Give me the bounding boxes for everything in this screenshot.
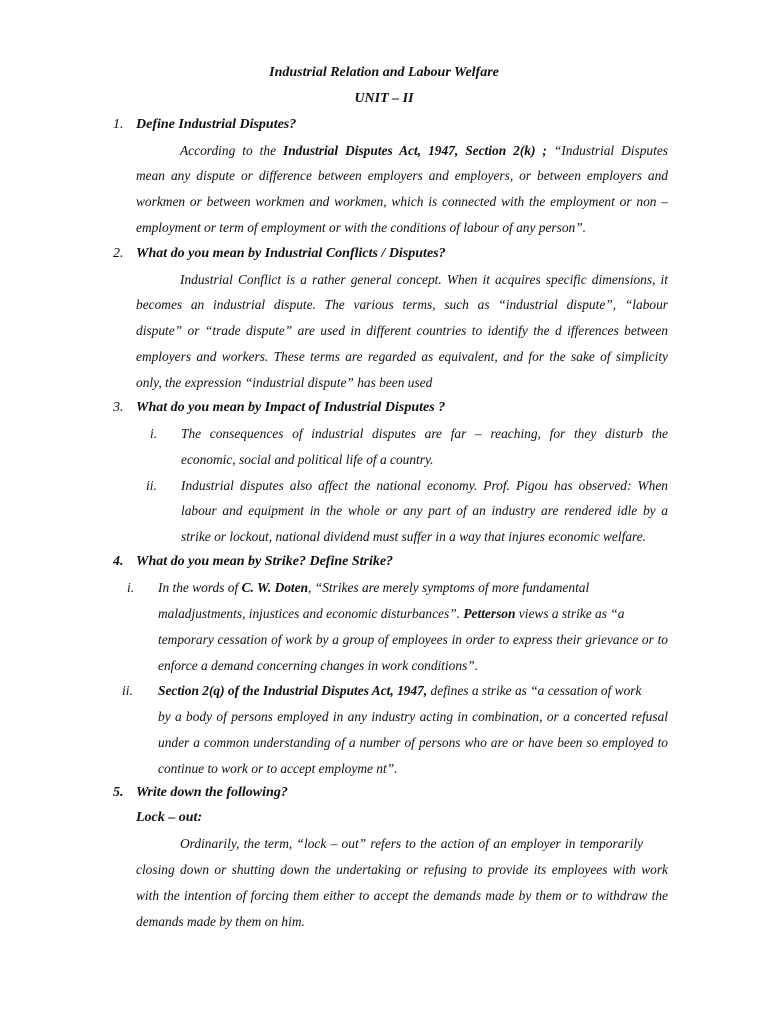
paragraph-line (180, 142, 668, 160)
list-item-line: Industrial disputes also affect the national economy. Prof. Pigou has observed: When (181, 478, 668, 493)
act-reference: Section 2(q) of the Industrial Disputes Act, 1947, (158, 683, 428, 698)
list-item-line (158, 579, 589, 597)
question-number: 4. (113, 554, 124, 569)
act-reference: Industrial Disputes Act, 1947, Section 2(k) ; (283, 143, 547, 158)
list-item-line: The consequences of industrial disputes are far – reaching, for they disturb the (181, 426, 668, 441)
paragraph-line: Industrial Conflict is a rather general concept. When it acquires specific dimensions, it (180, 272, 668, 287)
question-number: 2. (113, 246, 124, 261)
paragraph-line: Ordinarily, the term, “lock – out” refers to the action of an employer in temporarily (180, 836, 643, 851)
list-marker: ii. (146, 478, 157, 493)
question-heading: Write down the following? (136, 785, 288, 800)
question-heading: What do you mean by Impact of Industrial Disputes ? (136, 400, 446, 415)
list-item-line: temporary cessation of work by a group of employees in order to express their grievance or to (158, 632, 668, 647)
list-item-line: continue to work or to accept employme nt”. (158, 761, 398, 776)
list-marker: i. (150, 426, 158, 441)
question-heading: What do you mean by Industrial Conflicts / Disputes? (136, 246, 446, 261)
text-run: “Industrial Disputes (546, 143, 668, 158)
paragraph-line: with the intention of forcing them either to accept the demands made by them or to withdraw the (136, 888, 668, 903)
paragraph-line: mean any dispute or difference between employers and employers, or between employers and (136, 168, 668, 183)
list-item-line: by a body of persons employed in any industry acting in combination, or a concerted refusal (158, 709, 668, 724)
text-run: maladjustments, injustices and economic disturbances”. (158, 606, 464, 621)
question-number: 3. (113, 400, 124, 415)
text-run: defines a strike as “a cessation of work (427, 683, 642, 698)
paragraph-line: dispute” or “trade dispute” are used in different countries to identify the d ifferences between (136, 323, 668, 338)
list-marker: i. (127, 580, 135, 595)
paragraph-line: only, the expression “industrial dispute” has been used (136, 375, 433, 390)
question-heading: What do you mean by Strike? Define Strike? (136, 554, 394, 569)
text-run: , “Strikes are merely symptoms of more fundamental (308, 580, 590, 595)
author-name: C. W. Doten (241, 580, 309, 595)
question-number: 1. (113, 117, 124, 132)
document-title: Industrial Relation and Labour Welfare (269, 65, 499, 80)
list-item-line: enforce a demand concerning changes in work conditions”. (158, 658, 479, 673)
subheading: Lock – out: (136, 810, 203, 825)
paragraph-line: becomes an industrial dispute. The various terms, such as “industrial dispute”, “labour (136, 297, 668, 312)
list-item-line: economic, social and political life of a country. (181, 452, 434, 467)
list-marker: ii. (122, 683, 133, 698)
list-item-line (158, 682, 641, 700)
text-run: In the words of (158, 580, 242, 595)
unit-heading: UNIT – II (354, 91, 414, 106)
author-name: Petterson (463, 606, 516, 621)
paragraph-line: employers and workers. These terms are regarded as equivalent, and for the sake of simplicity (136, 349, 668, 364)
text-run: According to the (180, 143, 284, 158)
list-item-line: under a common understanding of a number of persons who are or have been so employed to (158, 735, 668, 750)
list-item-line (158, 605, 624, 623)
paragraph-line: employment or term of employment or with the conditions of labour of any person”. (136, 220, 587, 235)
list-item-line: labour and equipment in the whole or any part of an industry are rendered idle by a (181, 503, 668, 518)
question-heading: Define Industrial Disputes? (136, 117, 297, 132)
text-run: views a strike as “a (515, 606, 625, 621)
paragraph-line: workmen or between workmen and workmen, which is connected with the employment or non – (136, 194, 668, 209)
paragraph-line: demands made by them on him. (136, 914, 305, 929)
paragraph-line: closing down or shutting down the undertaking or refusing to provide its employees with work (136, 862, 668, 877)
list-item-line: strike or lockout, national dividend must suffer in a way that injures economic welfare. (181, 529, 647, 544)
question-number: 5. (113, 785, 124, 800)
